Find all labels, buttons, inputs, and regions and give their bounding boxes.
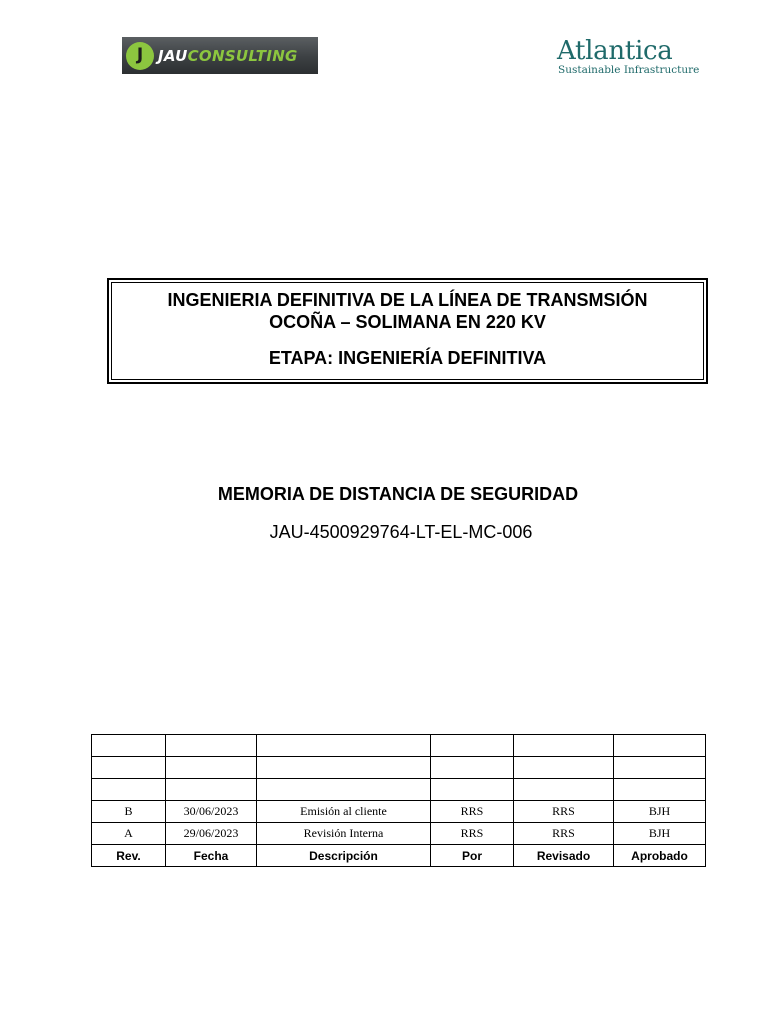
- table-cell: [514, 779, 614, 801]
- table-cell: [166, 757, 257, 779]
- table-cell: [257, 757, 431, 779]
- column-header-aprobado: Aprobado: [614, 845, 706, 867]
- atlantica-tagline: Sustainable Infrastructure: [558, 64, 700, 76]
- jau-logo-mark-icon: [126, 42, 154, 70]
- table-row: [92, 779, 706, 801]
- table-cell: 30/06/2023: [166, 801, 257, 823]
- table-cell: BJH: [614, 801, 706, 823]
- atlantica-logo: [557, 36, 700, 82]
- document-code: JAU-4500929764-LT-EL-MC-006: [269, 522, 533, 542]
- table-cell: [92, 735, 166, 757]
- project-title-line2: OCOÑA – SOLIMANA EN 220 KV: [269, 312, 546, 332]
- revision-table: [91, 734, 706, 867]
- logo-text-jau: JAU: [158, 46, 188, 65]
- logo-text-consulting: CONSULTING: [187, 46, 298, 65]
- table-cell: [257, 779, 431, 801]
- table-cell: [514, 757, 614, 779]
- table-cell: [166, 735, 257, 757]
- table-cell: [92, 779, 166, 801]
- project-title-box: [107, 278, 708, 384]
- table-row: [92, 823, 706, 845]
- table-cell: BJH: [614, 823, 706, 845]
- column-header-fecha: Fecha: [166, 845, 257, 867]
- document-title: MEMORIA DE DISTANCIA DE SEGURIDAD: [217, 484, 579, 504]
- table-cell: RRS: [431, 801, 514, 823]
- table-cell: [257, 735, 431, 757]
- column-header-rev: Rev.: [92, 845, 166, 867]
- table-cell: [92, 757, 166, 779]
- table-header-row: [92, 845, 706, 867]
- table-cell: RRS: [431, 823, 514, 845]
- table-cell: A: [92, 823, 166, 845]
- project-stage: ETAPA: INGENIERÍA DEFINITIVA: [268, 348, 547, 368]
- table-cell: 29/06/2023: [166, 823, 257, 845]
- table-row: [92, 735, 706, 757]
- column-header-descripcion: Descripción: [257, 845, 431, 867]
- table-cell: RRS: [514, 823, 614, 845]
- table-cell: [431, 757, 514, 779]
- table-row: [92, 801, 706, 823]
- table-cell: [614, 735, 706, 757]
- atlantica-name: Atlantica: [557, 36, 673, 66]
- table-cell: RRS: [514, 801, 614, 823]
- table-cell: [614, 757, 706, 779]
- column-header-revisado: Revisado: [514, 845, 614, 867]
- project-title-line1: INGENIERIA DEFINITIVA DE LA LÍNEA DE TRANSMSIÓN: [167, 290, 648, 310]
- logo-mark-letter: J: [136, 45, 144, 65]
- table-row: [92, 757, 706, 779]
- logo-text: [158, 47, 298, 65]
- table-cell: [166, 779, 257, 801]
- table-cell: Emisión al cliente: [257, 801, 431, 823]
- column-header-por: Por: [431, 845, 514, 867]
- table-cell: [514, 735, 614, 757]
- jau-consulting-logo: [122, 37, 318, 74]
- table-cell: [431, 735, 514, 757]
- table-cell: Revisión Interna: [257, 823, 431, 845]
- table-cell: B: [92, 801, 166, 823]
- table-cell: [614, 779, 706, 801]
- table-cell: [431, 779, 514, 801]
- project-title-inner: [111, 282, 704, 380]
